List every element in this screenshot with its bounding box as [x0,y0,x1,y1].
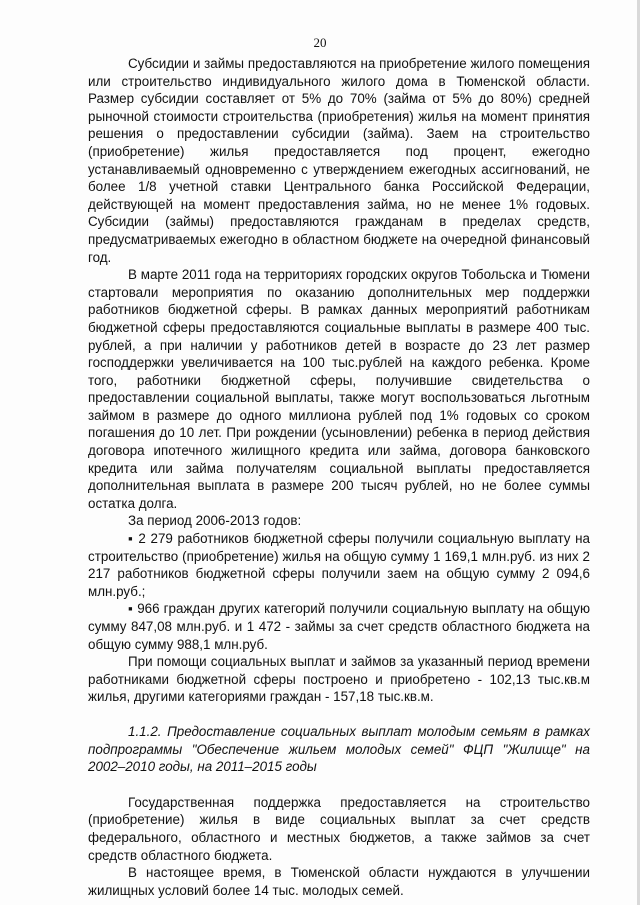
document-body [88,55,590,899]
bullet-other-categories: ▪ 966 граждан других категорий получили социальную выплату на общую сумму 847,08 млн.руб. и 1 472 - займы за счет средств областного бюджета на общую сумму 988,1 млн.руб. [88,601,590,652]
page-number: 20 [313,35,327,50]
paragraph-subsidies-terms: Субсидии и займы предоставляются на приобретение жилого помещения или строительство индивидуального жилого дома в Тюменской области. Размер субсидии составляет от 5% до 70% (займа от 5% до 80%) средней рыночной стоимости строительства (приобретения) жилья на момент принятия решения о предоставлении субсидии (займа). Заем на строительство (приобретение) жилья предоставляется под процент, ежегодно устанавливаемый одновременно с утверждением ежегодных ассигнований, не более 1/8 учетной ставки Центрального банка Российской Федерации, действующей на момент предоставления займа, но не менее 1% годовых. Субсидии (займы) предоставляются гражданам в пределах средств, предусматриваемых ежегодно в областном бюджете на очередной финансовый год. [88,56,590,265]
bullet-public-sector-workers: ▪ 2 279 работников бюджетной сферы получили социальную выплату на строительство (приобретение) жилья на общую сумму 1 169,1 млн.руб. из них 2 217 работников бюджетной сферы получили заем на общую сумму 2 094,6 млн.руб.; [88,531,590,599]
paragraph-public-sector-support: В марте 2011 года на территориях городских округов Тобольска и Тюмени стартовали мероприятия по оказанию дополнительных мер поддержки работников бюджетной сферы. В рамках данных мероприятий работникам бюджетной сферы предоставляются социальные выплаты в размере 400 тыс. рублей, а при наличии у работников детей в возрасте до 23 лет размер господдержки увеличивается на 100 тыс.рублей на каждого ребенка. Кроме того, работники бюджетной сферы, получившие свидетельства о предоставлении социальной выплаты, также могут воспользоваться льготным займом в размере до одного миллиона рублей под 1% годовых со сроком погашения до 10 лет. При рождении (усыновлении) ребенка в период действия договора ипотечного жилищного кредита или займа, договора банковского кредита или займа получателям социальной выплаты предоставляется дополнительная выплата в размере 200 тысяч рублей, но не более суммы остатка долга. [88,267,590,511]
paragraph-housing-results: При помощи социальных выплат и займов за указанный период времени работниками бюджетной сферы построено и приобретено - 102,13 тыс.кв.м жилья, другими категориями граждан - 157,18 тыс.кв.м. [88,654,590,705]
section-heading: 1.1.2. Предоставление социальных выплат молодым семьям в рамках подпрограммы "Обеспечение жильем молодых семей" ФЦП "Жилище" на 2002–2010 годы, на 2011–2015 годы [88,723,590,775]
paragraph-state-support: Государственная поддержка предоставляется на строительство (приобретение) жилья в виде социальных выплат за счет средств федерального, областного и местных бюджетов, а также займов за счет средств областного бюджета. [88,794,590,863]
heading-spacer [88,776,590,794]
paragraph-period-intro: За период 2006-2013 годов: [128,513,302,529]
paragraph-young-families: В настоящее время, в Тюменской области нуждаются в улучшении жилищных условий более 14 тыс. молодых семей. [88,865,590,898]
